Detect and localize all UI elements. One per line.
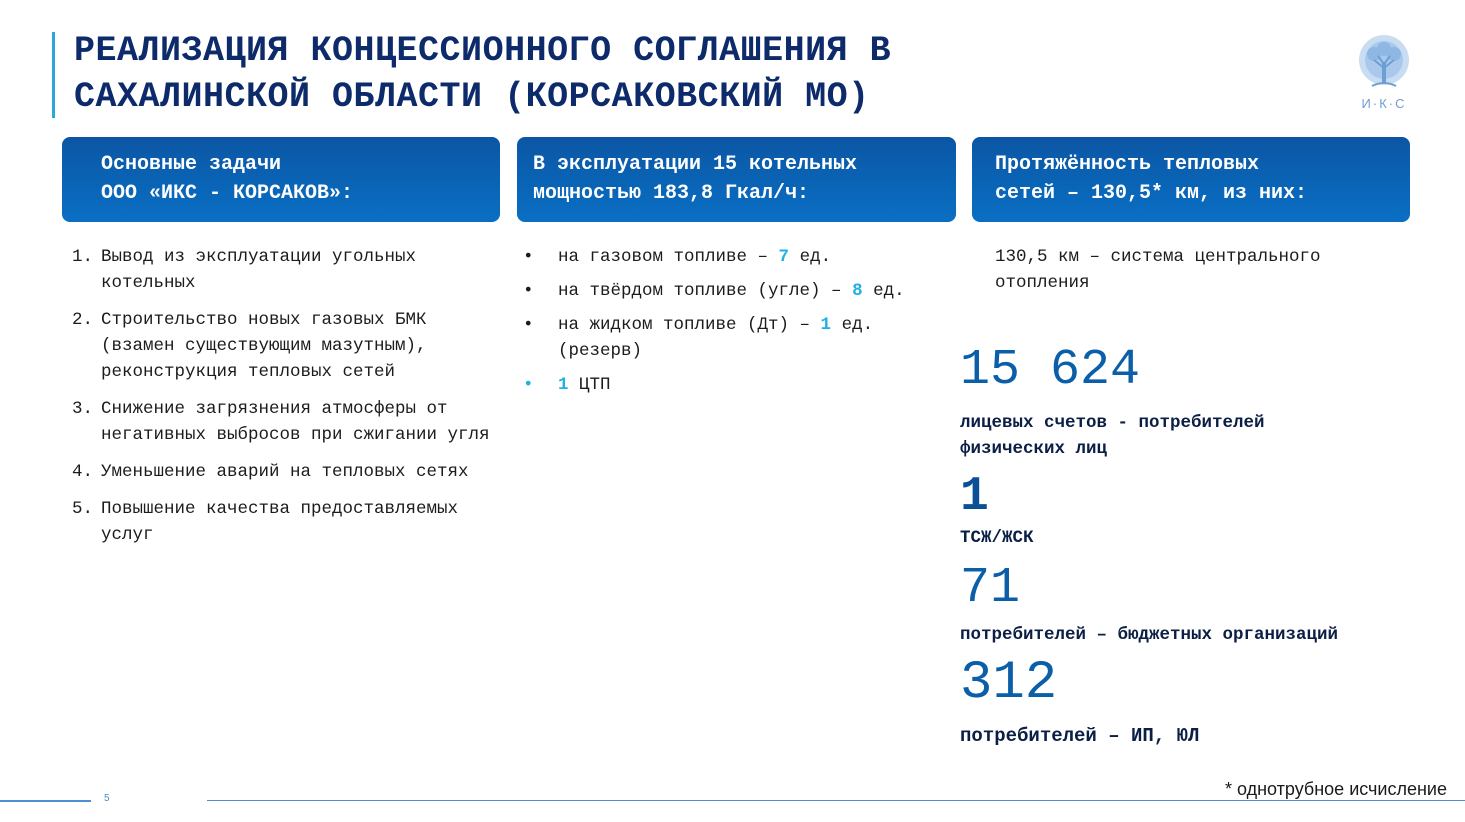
stat-label: потребителей – ИП, ЮЛ	[960, 725, 1200, 747]
bullet: •	[523, 247, 534, 267]
boilers-header-line-1: В эксплуатации 15 котельных	[533, 153, 858, 176]
boiler-unit: ед.	[862, 281, 905, 301]
list-item	[520, 278, 940, 304]
title-line-1: РЕАЛИЗАЦИЯ КОНЦЕССИОННОГО СОГЛАШЕНИЯ В	[74, 31, 892, 71]
title-line-2: САХАЛИНСКОЙ ОБЛАСТИ (КОРСАКОВСКИЙ МО)	[74, 77, 870, 117]
stat-value: 1	[960, 470, 989, 524]
page-number: 5	[104, 793, 110, 804]
page-title	[74, 28, 1174, 120]
footnote: * однотрубное исчисление	[1224, 779, 1447, 799]
list-item-text: Повышение качества предоставляемых услуг	[101, 499, 459, 545]
footer-divider-left	[0, 800, 91, 802]
boiler-unit: ед. (резерв)	[558, 315, 874, 361]
stat-label: ТСЖ/ЖСК	[960, 528, 1034, 548]
stat-value: 71	[960, 560, 1021, 617]
logo-text: И·К·С	[1361, 96, 1407, 111]
boiler-unit: ЦТП	[568, 375, 611, 395]
stat-value: 312	[960, 653, 1058, 714]
list-item	[72, 459, 502, 485]
tasks-header-line-1: Основные задачи	[101, 153, 282, 176]
stat-value: 15 624	[960, 342, 1141, 399]
list-item-text: Снижение загрязнения атмосферы от негативных выбросов при сжигании угля	[101, 399, 490, 445]
list-item	[72, 496, 502, 548]
boiler-text: на жидком топливе (Дт) –	[558, 315, 821, 335]
list-item-text: Вывод из эксплуатации угольных котельных	[101, 247, 417, 293]
list-item-text: Строительство новых газовых БМК (взамен существующим мазутным), реконструкция тепловых сетей	[101, 310, 427, 382]
stat-hoa	[960, 470, 1034, 551]
boiler-count: 8	[852, 281, 863, 301]
stat-accounts	[960, 342, 1380, 462]
tasks-header	[62, 137, 500, 222]
stat-budget	[960, 560, 1339, 648]
tasks-list	[72, 244, 502, 559]
bullet: •	[523, 375, 534, 395]
list-item	[520, 312, 940, 364]
list-item-number: 4.	[72, 462, 94, 482]
list-item	[520, 372, 940, 398]
network-header-line-2: сетей – 130,5* км, из них:	[995, 182, 1308, 205]
footer-divider-right	[207, 800, 1465, 801]
boilers-list	[520, 244, 940, 406]
bullet: •	[523, 315, 534, 335]
boiler-count: 7	[778, 247, 790, 267]
boiler-text: на твёрдом топливе (угле) –	[558, 281, 853, 301]
list-item-number: 1.	[72, 247, 94, 267]
stat-label: лицевых счетов - потребителей физических лиц	[960, 413, 1265, 459]
network-text: 130,5 км – система центрального отопления	[995, 247, 1321, 293]
boilers-header	[517, 137, 956, 222]
boiler-text: на газовом топливе –	[558, 247, 779, 267]
tree-logo-icon	[1352, 34, 1416, 94]
boiler-count: 1	[558, 375, 569, 395]
list-item-number: 5.	[72, 499, 94, 519]
list-item	[72, 244, 502, 296]
list-item-text: Уменьшение аварий на тепловых сетях	[101, 462, 469, 482]
list-item-number: 3.	[72, 399, 94, 419]
stat-business	[960, 653, 1200, 749]
boiler-count: 1	[820, 315, 832, 335]
boiler-unit: ед.	[789, 247, 832, 267]
list-item-number: 2.	[72, 310, 94, 330]
bullet: •	[523, 281, 534, 301]
company-logo	[1352, 34, 1416, 116]
tasks-header-line-2: ООО «ИКС - КОРСАКОВ»:	[101, 182, 354, 205]
network-header	[972, 137, 1410, 222]
boilers-header-line-2: мощностью 183,8 Гкал/ч:	[533, 182, 810, 205]
list-item	[520, 244, 940, 270]
stat-label: потребителей – бюджетных организаций	[960, 625, 1339, 645]
list-item	[72, 307, 502, 385]
network-header-line-1: Протяжённость тепловых	[995, 153, 1260, 176]
title-accent-bar	[52, 32, 55, 118]
list-item	[72, 396, 502, 448]
